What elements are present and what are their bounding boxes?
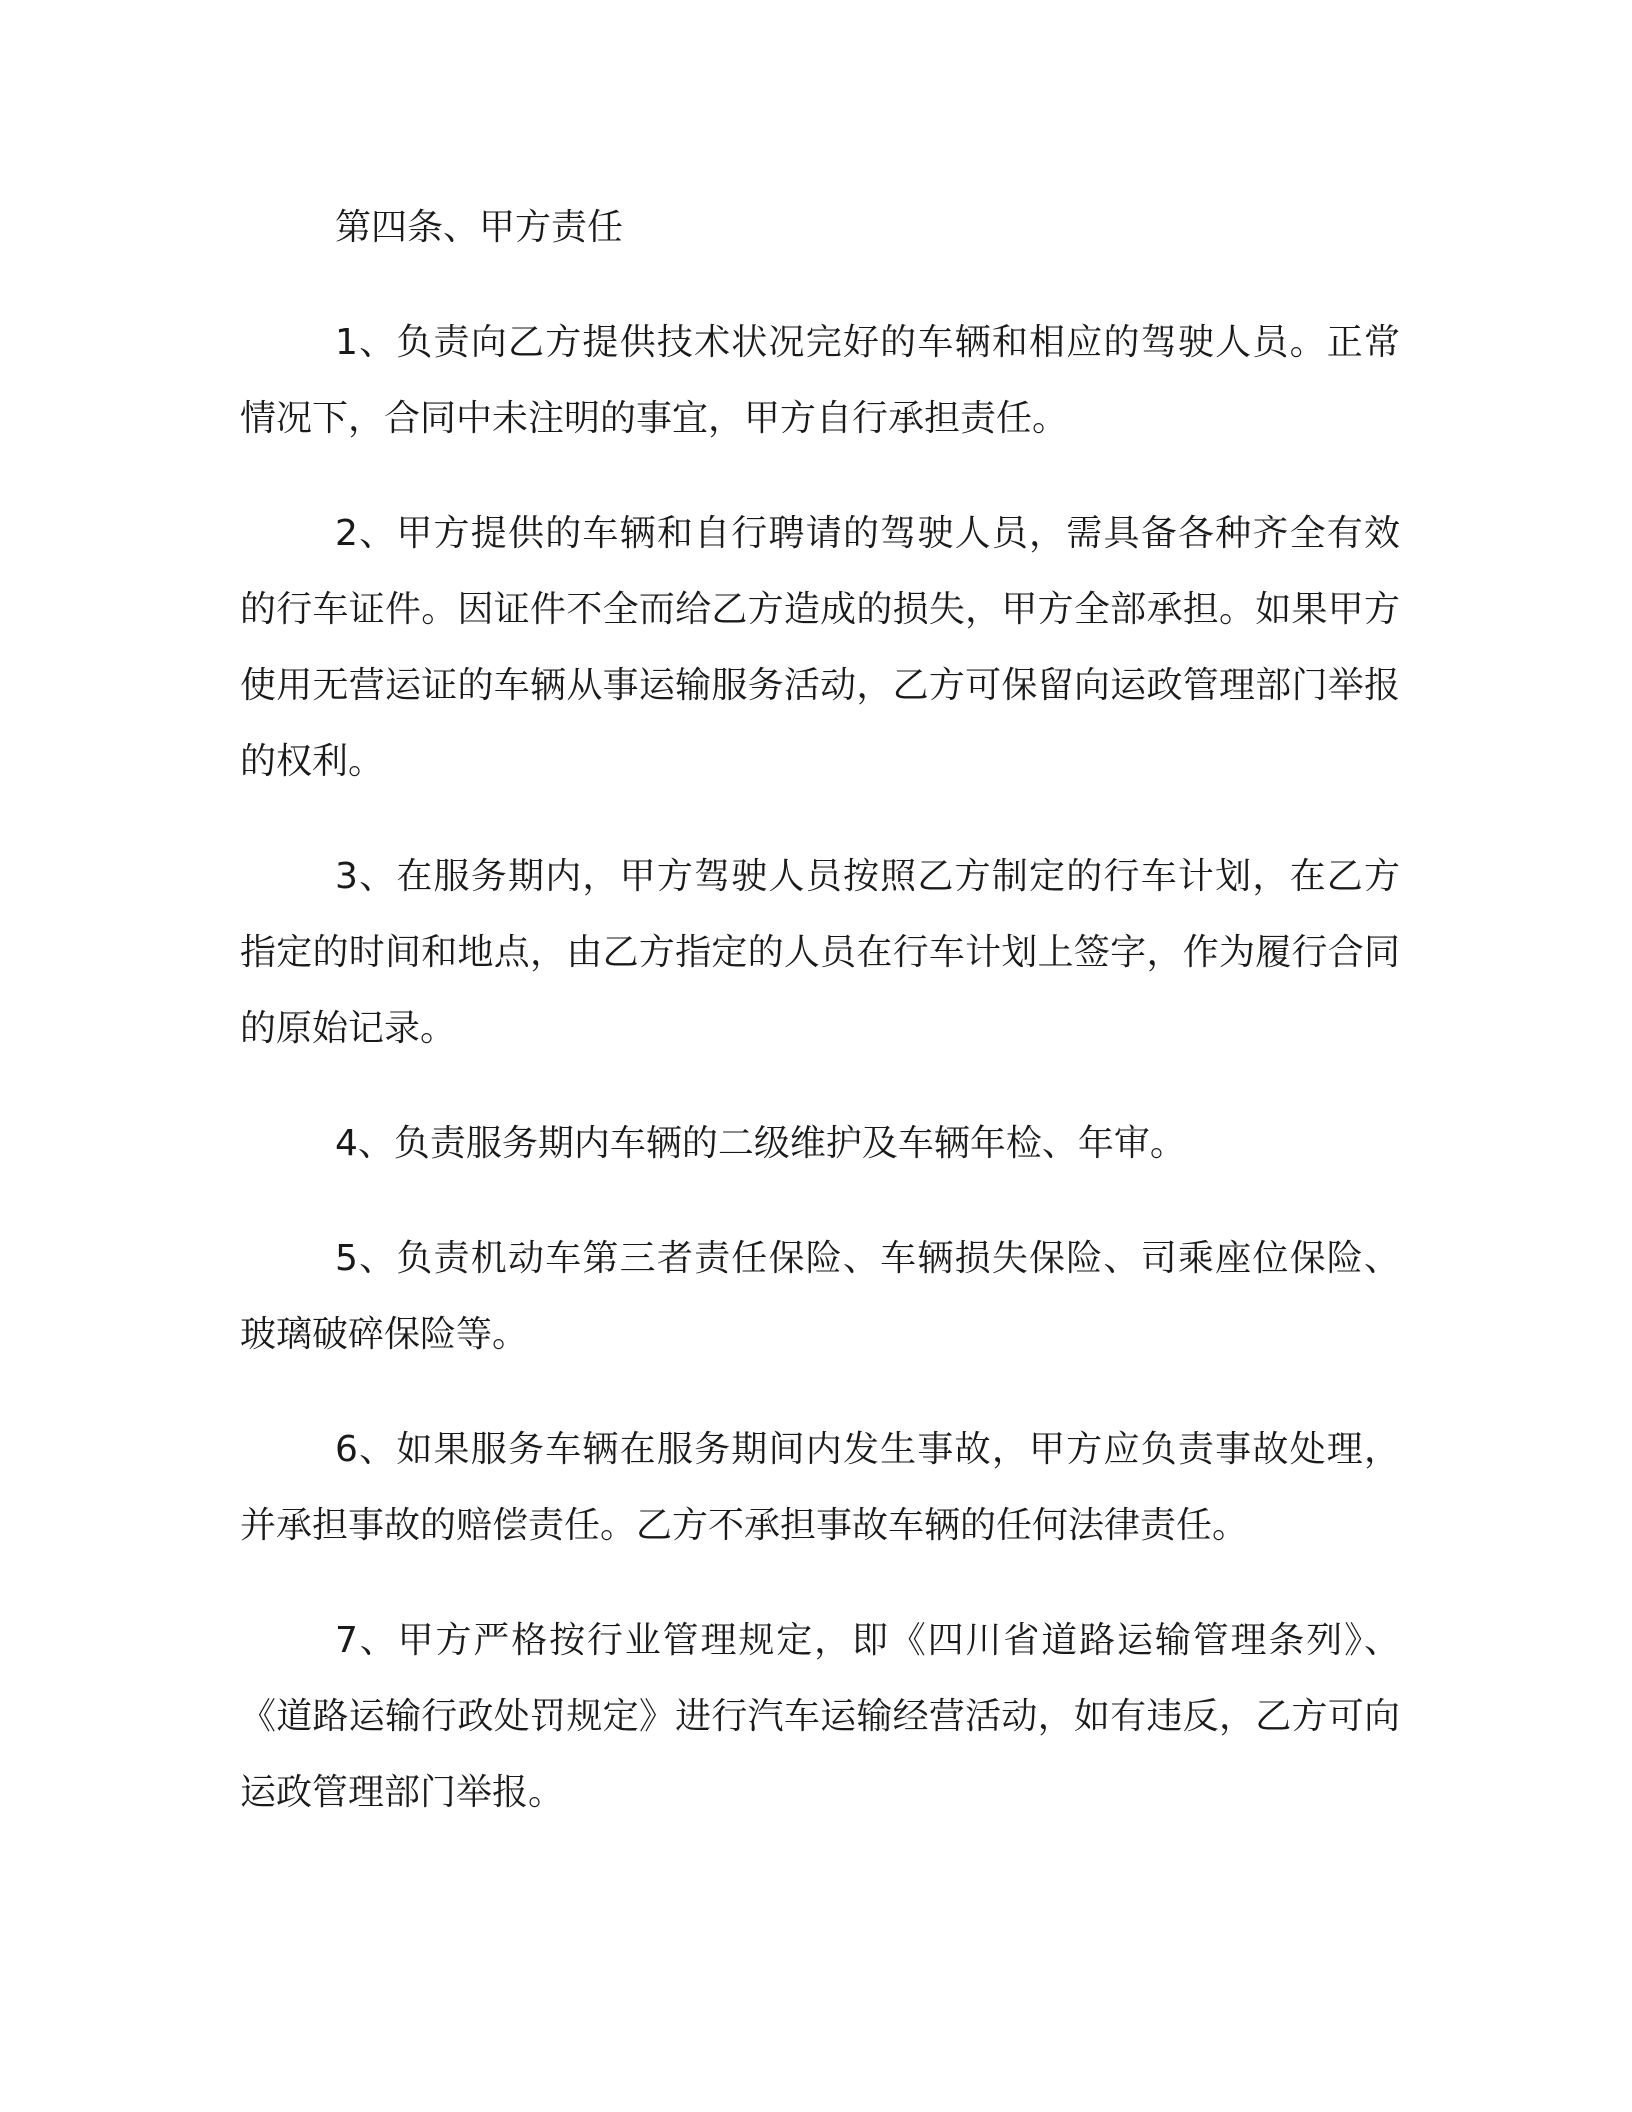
clause-6: 6、如果服务车辆在服务期间内发生事故，甲方应负责事故处理，并承担事故的赔偿责任。乙方不承担事故车辆的任何法律责任。	[240, 1429, 1400, 1546]
clause-4: 4、负责服务期内车辆的二级维护及车辆年检、年审。	[335, 1123, 1186, 1164]
clause-3: 3、在服务期内，甲方驾驶人员按照乙方制定的行车计划，在乙方指定的时间和地点，由乙方指定的人员在行车计划上签字，作为履行合同的原始记录。	[240, 856, 1400, 1049]
section-title: 第四条、甲方责任	[335, 207, 624, 248]
clause-5: 5、负责机动车第三者责任保险、车辆损失保险、司乘座位保险、玻璃破碎保险等。	[240, 1238, 1400, 1355]
clause-1: 1、负责向乙方提供技术状况完好的车辆和相应的驾驶人员。正常情况下，合同中未注明的事宜，甲方自行承担责任。	[240, 322, 1400, 439]
document-body	[240, 190, 1400, 1870]
clause-2: 2、甲方提供的车辆和自行聘请的驾驶人员，需具备各种齐全有效的行车证件。因证件不全而给乙方造成的损失，甲方全部承担。如果甲方使用无营运证的车辆从事运输服务活动，乙方可保留向运政管理部门举报的权利。	[240, 513, 1400, 782]
clause-7: 7、甲方严格按行业管理规定，即《四川省道路运输管理条列》、《道路运输行政处罚规定》进行汽车运输经营活动，如有违反，乙方可向运政管理部门举报。	[240, 1620, 1400, 1813]
